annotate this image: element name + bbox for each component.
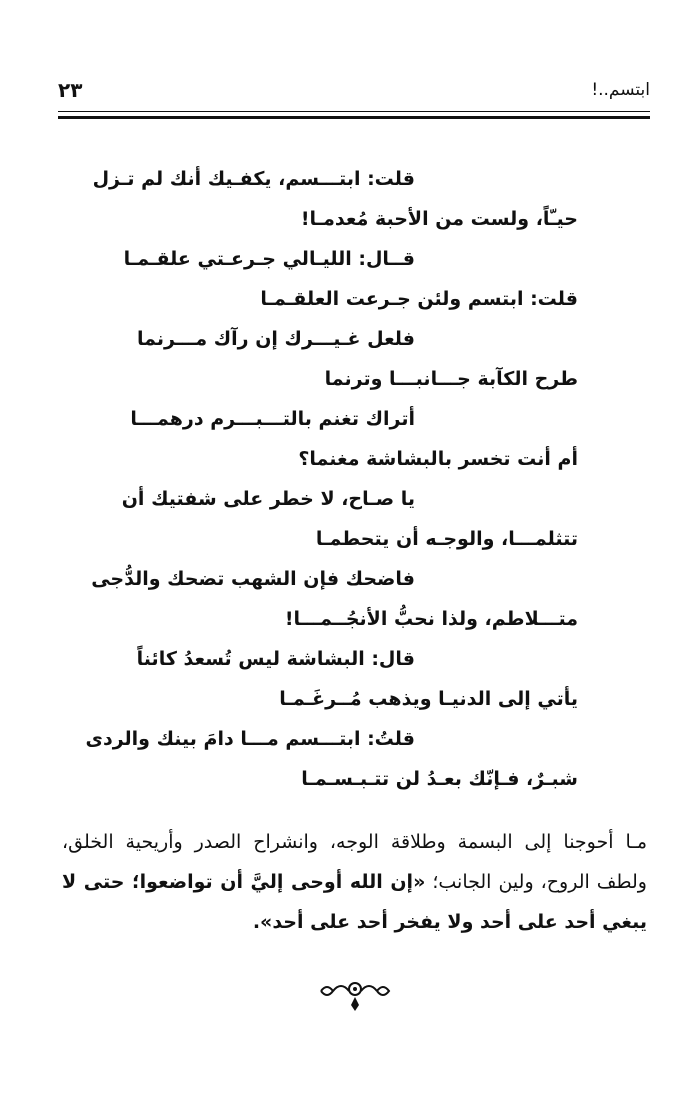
header-rule-thick bbox=[58, 116, 650, 119]
poem-line: يأتي إلى الدنيـا ويذهب مُــرغَـمـا bbox=[279, 688, 578, 710]
page-number: ٢٣ bbox=[58, 78, 83, 102]
page-header bbox=[58, 78, 650, 110]
prose-paragraph bbox=[62, 822, 647, 942]
poem-line: قــال: الليـالي جـرعـتي علقـمـا bbox=[123, 248, 415, 270]
poem-line: حيـّاً، ولست من الأحبة مُعدمـا! bbox=[300, 208, 578, 230]
poem-line: فاضحك فإن الشهب تضحك والدُّجى bbox=[91, 568, 415, 590]
poem-line: يا صـاح، لا خطر على شفتيك أن bbox=[121, 488, 415, 510]
poem-line: قلت: ابتسم ولئن جـرعت العلقـمـا bbox=[260, 288, 578, 310]
decorative-ornament-icon bbox=[315, 975, 395, 1015]
poem-line: أم أنت تخسر بالبشاشة مغنما؟ bbox=[298, 448, 578, 470]
poem-line: أتراك تغنم بالتـــبـــرم درهمـــا bbox=[130, 408, 415, 430]
prose-text: مـا أحوجنا إلى البسمة وطلاقة الوجه، وانشراح الصدر وأريحية الخلق، ولطف الروح، ولين الجانب؛ bbox=[62, 831, 647, 893]
poem-line: تتثلمـــا، والوجـه أن يتحطمـا bbox=[315, 528, 578, 550]
poem-line: قال: البشاشة ليس تُسعدُ كائناً bbox=[136, 648, 415, 670]
running-title: ابتسم..! bbox=[591, 80, 650, 100]
header-rule-thin bbox=[58, 111, 650, 112]
poem-line: شبـرٌ، فـإنّك بعـدُ لن تتـبـسـمـا bbox=[301, 768, 578, 790]
poem-line: طرح الكآبة جـــانبـــا وترنما bbox=[324, 368, 578, 390]
poem-line: فلعل غـيـــرك إن رآك مـــرنما bbox=[137, 328, 415, 350]
poem-line: متـــلاطم، ولذا نحبُّ الأنجُــمـــا! bbox=[284, 608, 578, 630]
poem-line: قلت: ابتـــسم، يكفـيك أنك لم تـزل bbox=[92, 168, 415, 190]
hadith-quote: «إن الله أوحى إليَّ أن تواضعوا؛ حتى لا يبغي أحد على أحد ولا يفخر أحد على أحد». bbox=[62, 871, 647, 933]
poem-line: قلتُ: ابتـــسم مـــا دامَ بينك والردى bbox=[85, 728, 415, 750]
